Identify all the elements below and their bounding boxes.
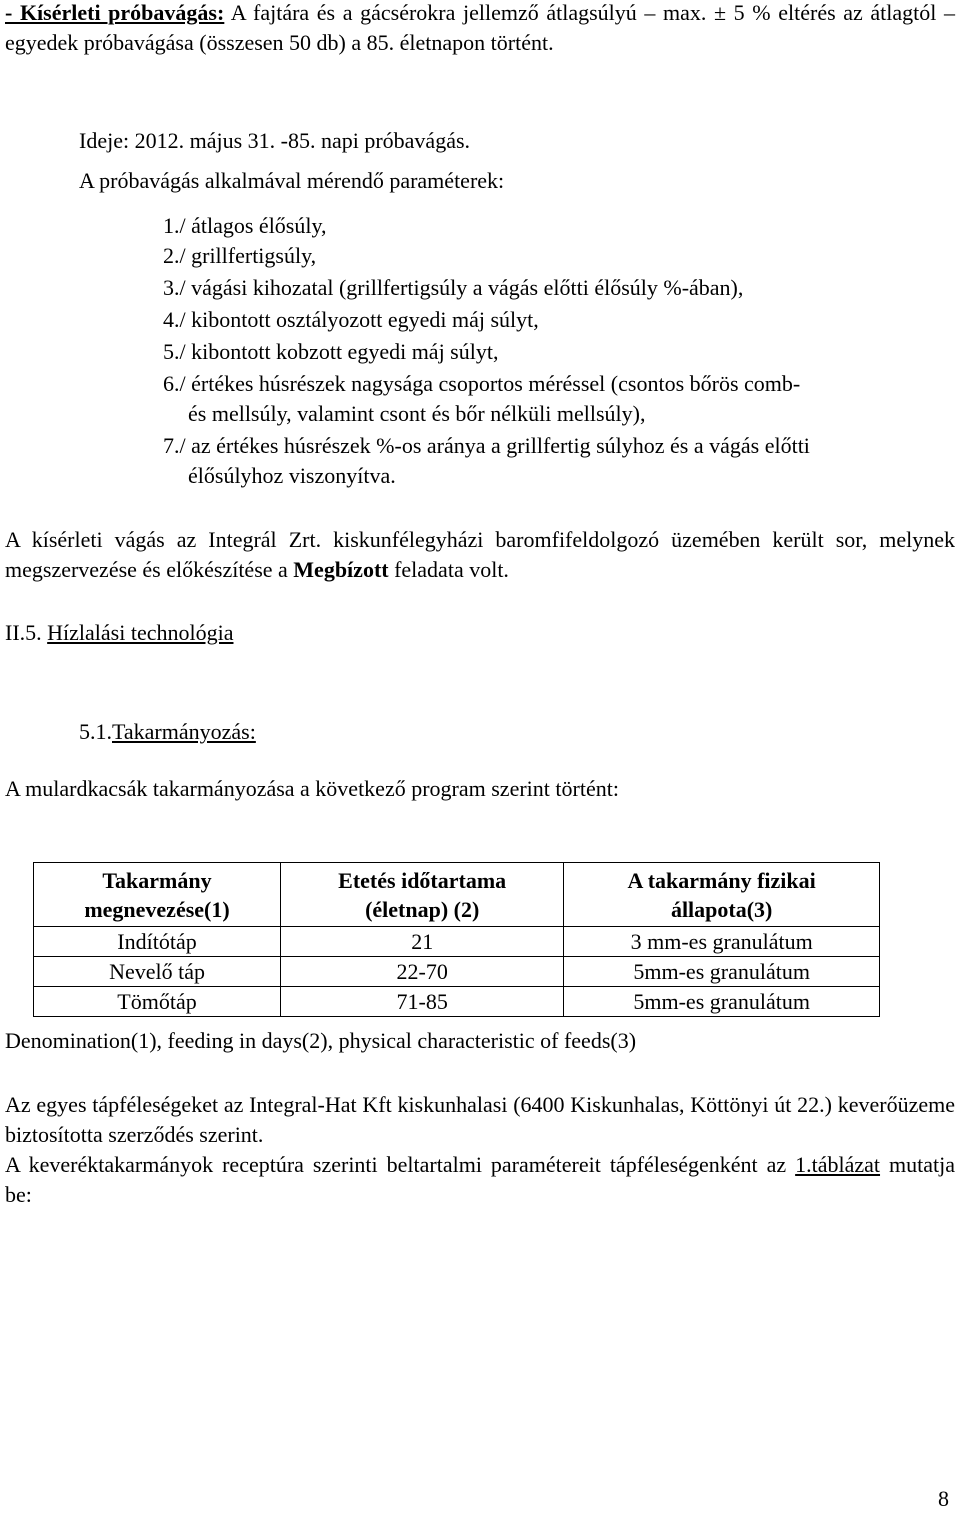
header-cell-denomination: Takarmány megnevezése(1) xyxy=(34,863,281,927)
slaughter-bold: Megbízott xyxy=(293,557,389,582)
param-text-continuation: élősúlyhoz viszonyítva. xyxy=(188,463,396,488)
table-row xyxy=(34,927,880,957)
feed-table xyxy=(33,862,880,1017)
table-note: Denomination(1), feeding in days(2), physical characteristic of feeds(3) xyxy=(5,1028,637,1053)
param-number: 4. xyxy=(163,307,180,332)
section-number: II.5. xyxy=(5,620,48,645)
table-cell: Indítótáp xyxy=(34,927,281,957)
param-text: / az értékes húsrészek %-os aránya a grillfertig súlyhoz és a vágás előtti xyxy=(179,433,810,458)
supplier-paragraph: Az egyes tápféleségeket az Integral-Hat Kft kiskunhalasi (6400 Kiskunhalas, Köttönyi út 22.) keverőüzeme biztosította szerződés szerint. xyxy=(5,1092,955,1147)
table-cell: 71-85 xyxy=(281,987,564,1017)
param-text-continuation: és mellsúly, valamint csont és bőr nélküli mellsúly), xyxy=(188,401,646,426)
table-cell: 22-70 xyxy=(281,957,564,987)
param-text: / vágási kihozatal (grillfertigsúly a vágás előtti élősúly %-ában), xyxy=(179,275,744,300)
header-cell-feeding-days: Etetés időtartama (életnap) (2) xyxy=(281,863,564,927)
param-text: / grillfertigsúly, xyxy=(179,243,317,268)
param-item xyxy=(163,369,958,429)
param-item xyxy=(163,305,958,335)
param-item xyxy=(163,337,958,367)
subsection-number: 5.1. xyxy=(79,719,112,744)
header-cell-physical-state: A takarmány fizikai állapota(3) xyxy=(564,863,880,927)
table-row xyxy=(34,987,880,1017)
subsection-heading xyxy=(79,717,256,747)
date-line: Ideje: 2012. május 31. -85. napi próbavágás. xyxy=(79,128,471,153)
table-cell: Tömőtáp xyxy=(34,987,281,1017)
recipe-text: A keveréktakarmányok receptúra szerinti beltartalmi paramétereit tápféleségenként az xyxy=(5,1152,796,1177)
param-text: / kibontott kobzott egyedi máj súlyt, xyxy=(179,339,499,364)
subsection-title: Takarmányozás: xyxy=(112,719,256,744)
param-number: 2. xyxy=(163,243,180,268)
param-item xyxy=(163,431,958,491)
param-item xyxy=(163,241,958,271)
slaughter-text-end: feladata volt. xyxy=(388,557,509,582)
table-cell: 21 xyxy=(281,927,564,957)
param-text: / átlagos élősúly, xyxy=(179,213,327,238)
slaughter-text: A kísérleti vágás az Integrál Zrt. kiskunfélegyházi baromfifeldolgozó üzemében került sor, melynek megszervezése és előkészítése a xyxy=(5,527,955,582)
page-number: 8 xyxy=(938,1486,949,1511)
section-heading xyxy=(5,618,233,648)
param-number: 7. xyxy=(163,433,180,458)
intro-bold-lead: - Kísérleti próbavágás: xyxy=(5,0,225,25)
param-item xyxy=(163,273,958,303)
param-number: 6. xyxy=(163,371,180,396)
param-number: 1. xyxy=(163,213,180,238)
recipe-text-end: mutatja be: xyxy=(5,1152,955,1207)
feeding-intro: A mulardkacsák takarmányozása a következő program szerint történt: xyxy=(5,776,619,801)
intro-text: A fajtára és a gácsérokra jellemző átlagsúlyú – max. ± 5 % eltérés az átlagtól – egyedek próbavágása (összesen 50 db) a 85. életnapon történt. xyxy=(5,0,955,55)
table-cell: 5mm-es granulátum xyxy=(564,957,880,987)
param-item xyxy=(163,211,958,241)
table-row xyxy=(34,957,880,987)
param-text: / értékes húsrészek nagysága csoportos méréssel (csontos bőrös comb- xyxy=(179,371,801,396)
table-cell: Nevelő táp xyxy=(34,957,281,987)
param-text: / kibontott osztályozott egyedi máj súlyt, xyxy=(179,307,539,332)
slaughter-paragraph xyxy=(5,525,955,585)
param-number: 3. xyxy=(163,275,180,300)
intro-paragraph xyxy=(5,0,955,58)
section-title: Hízlalási technológia xyxy=(47,620,234,645)
param-number: 5. xyxy=(163,339,180,364)
table-cell: 5mm-es granulátum xyxy=(564,987,880,1017)
params-heading: A próbavágás alkalmával mérendő paraméterek: xyxy=(79,168,505,193)
table-cell: 3 mm-es granulátum xyxy=(564,927,880,957)
table-reference-link[interactable]: 1.táblázat xyxy=(795,1152,881,1177)
recipe-paragraph xyxy=(5,1150,955,1210)
table-header-row xyxy=(34,863,880,927)
